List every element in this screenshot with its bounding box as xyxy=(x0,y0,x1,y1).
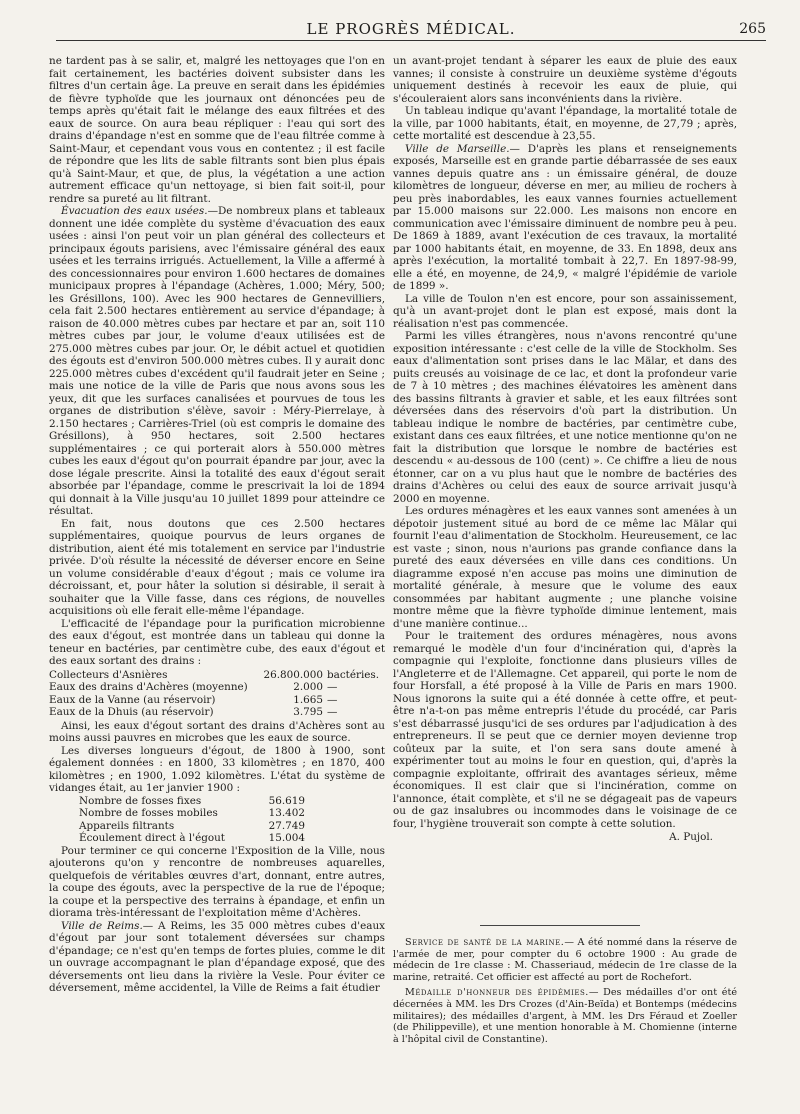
row-value: 26.800.000 xyxy=(263,668,323,681)
paragraph xyxy=(49,920,385,995)
paragraph: Ainsi, les eaux d'égout sortant des drains d'Achères sont au moins aussi pauvres en microbes que les eaux de source. xyxy=(49,719,385,744)
row-value: 1.665 xyxy=(293,693,323,706)
row-label: Eaux de la Dhuis (au réservoir) xyxy=(49,706,214,718)
section-heading-evacuation: Évacuation des eaux usées. xyxy=(61,205,208,217)
row-label: Collecteurs d'Asnières xyxy=(49,668,168,681)
paragraph xyxy=(393,143,737,293)
paragraph: Les diverses longueurs d'égout, de 1800 à 1900, sont également données : en 1800, 33 kilomètres ; en 1870, 400 kilomètres ; en 1900, 1.092 kilomètres. L'état du système de vidanges était, au 1er janvier 1900 : xyxy=(49,744,385,794)
table-row xyxy=(79,820,305,833)
journal-title: LE PROGRÈS MÉDICAL. xyxy=(306,20,516,38)
paragraph: L'efficacité de l'épandage pour la purification microbienne des eaux d'égout, est montrée dans un tableau qui donne la teneur en bactéries, par centimètre cube, des eaux d'égout et des eaux sortant des drains : xyxy=(49,617,385,667)
paragraph xyxy=(49,205,385,518)
table-row xyxy=(79,795,305,808)
note-heading: Médaille d'honneur des épidémies. xyxy=(405,987,589,999)
paragraph-text: — D'après les plans et renseignements exposés, Marseille est en grande partie débarrassée de ses eaux vannes depuis quatre ans : un émissaire général, de douze kilomètres de longueur, déverse en mer, au milieu de rochers à peu près inabordables, les eaux vannes fournies actuellement par 15.000 maisons sur 22.000. Les maisons non encore en communication avec l'émissaire diminuent de nombre peu à peu. De 1869 à 1889, avant l'exécution de ces travaux, la mortalité par 1000 habitants était, en moyenne, de 33. En 1898, deux ans après l'exécution, la mortalité tombait à 22,7. En 1897-98-99, elle a été, en moyenne, de 24,9, « malgré l'épidémie de variole de 1899 ». xyxy=(393,142,737,292)
note-item xyxy=(393,937,737,983)
table-row xyxy=(49,669,385,682)
news-notes xyxy=(393,937,737,1049)
paragraph: Les ordures ménagères et les eaux vannes sont amenées à un dépotoir justement situé au bord de ce même lac Mälar qui fournit l'eau d'alimentation de Stockholm. Heureusement, ce lac est vaste ; sinon, nous n'aurions pas grande confiance dans la pureté des eaux déversées en ville dans ces conditions. Un diagramme exposé n'en accuse pas moins une diminution de mortalité générale, à mesure que le volume des eaux consommées par habitant augmente ; une planche voisine montre même que la fièvre typhoïde diminue lentement, mais d'une manière continue... xyxy=(393,505,737,630)
row-unit: — xyxy=(327,681,338,693)
section-heading-reims: Ville de Reims. xyxy=(61,919,143,932)
bacteria-table xyxy=(49,669,385,719)
table-row xyxy=(79,807,305,820)
table-row xyxy=(49,681,385,694)
row-unit: bactéries. xyxy=(327,668,380,681)
vidanges-table xyxy=(79,795,305,845)
row-unit: — xyxy=(327,693,338,706)
author-signature: A. Pujol. xyxy=(669,831,713,843)
row-value: 27.749 xyxy=(268,819,305,832)
running-header xyxy=(56,18,766,41)
row-value: 3.795 xyxy=(293,706,323,718)
note-text: — Des médailles d'or ont été décernées à MM. les Drs Crozes (d'Ain-Beïda) et Bontemps (médecins militaires); des médailles d'argent, à MM. les Drs Féraud et Zoeller (de Philippeville), et une mention honorable à M. Chomienne (interne à l'hôpital civil de Constantine). xyxy=(393,987,737,1045)
row-label: Nombre de fosses mobiles xyxy=(79,807,218,819)
row-value: 13.402 xyxy=(268,807,305,819)
page-number: 265 xyxy=(739,21,766,37)
row-label: Eaux des drains d'Achères (moyenne) xyxy=(49,681,248,693)
left-column xyxy=(49,55,385,995)
paragraph: La ville de Toulon n'en est encore, pour son assainissement, qu'à un avant-projet dont le plan est exposé, mais dont la réalisation n'est pas commencée. xyxy=(393,292,737,330)
paragraph: ne tardent pas à se salir, et, malgré les nettoyages que l'on en fait certainement, les bactéries doivent subsister dans les filtres d'un certain âge. La preuve en serait dans les épidémies de fièvre typhoïde que les journaux ont dénoncées peu de temps après qu'était fait le mélange des eaux filtrées et des eaux de source. On aura beau répliquer : l'eau qui sort des drains d'épandage n'est en somme que de l'eau filtrée comme à Saint-Maur, et cependant vous vous en contentez ; il est facile de répondre que les lits de sable filtrants sont bien plus épais qu'à Saint-Maur, et que, de plus, la végétation a une action autrement efficace qu'un nettoyage, si bien fait soit-il, pour rendre sa pureté au lit filtrant. xyxy=(49,55,385,205)
paragraph-text: — A Reims, les 35 000 mètres cubes d'eaux d'égout par jour sont totalement déversées sur champs d'épandage; ce n'est qu'en temps de fortes pluies, comme le dit un ouvrage accompagnant le plan d'épandage exposé, que des déversements ont lieu dans la rivière la Vesle. Pour éviter ce déversement, même accidentel, la Ville de Reims a fait étudier xyxy=(49,919,385,994)
paragraph: Pour terminer ce qui concerne l'Exposition de la Ville, nous ajouterons qu'on y rencontre de nombreuses aquarelles, quelquefois de véritables œuvres d'art, donnant, entre autres, la coupe des égouts, avec la perspective de la rue de l'époque; la coupe et la perspective des terrains à épandage, et enfin un diorama très-intéressant de l'exploitation même d'Achères. xyxy=(49,844,385,919)
row-label: Nombre de fosses fixes xyxy=(79,794,202,807)
row-label: Eaux de la Vanne (au réservoir) xyxy=(49,693,216,706)
table-row xyxy=(49,706,385,719)
note-text: — A été nommé dans la réserve de l'armée de mer, pour compter du 6 octobre 1900 : Au grade de médecin de 1re classe : M. Chasseriaud, médecin de 1re classe de la marine, retraité. Cet officier est affecté au port de Rochefort. xyxy=(393,937,738,983)
row-value: 56.619 xyxy=(268,794,305,807)
paragraph: un avant-projet tendant à séparer les eaux de pluie des eaux vannes; il consiste à construire un deuxième système d'égouts uniquement destinés à recevoir les eaux de pluie, qui s'écouleraient alors sans inconvénients dans la rivière. xyxy=(393,55,737,105)
note-item xyxy=(393,987,737,1045)
row-label: Écoulement direct à l'égout xyxy=(79,832,225,844)
row-value: 15.004 xyxy=(268,832,305,844)
note-heading: Service de santé de la marine. xyxy=(405,937,565,948)
table-row xyxy=(49,694,385,707)
table-row xyxy=(79,832,305,845)
paragraph-text: —De nombreux plans et tableaux donnent une idée complète du système d'évacuation des eaux usées : ainsi l'on peut voir un plan général des collecteurs et principaux égouts parisiens, avec l'émissaire général des eaux usées et les terrains irrigués. Actuellement, la Ville a affermé à des concessionnaires pour environ 1.600 hectares de domaines municipaux propres à l'épandage (Achères, 1.000; Méry, 500; les Grésillons, 100). Avec les 900 hectares de Gennevilliers, cela fait 2.500 hectares entièrement au service d'épandage; à raison de 40.000 mètres cubes par hectare et par an, soit 110 mètres cubes par jour, le volume d'eaux utilisées est de 275.000 mètres cubes par jour. Or, le débit actuel et quotidien des égouts est d'environ 500.000 mètres cubes. Il y aurait donc 225.000 mètres cubes d'excédent qu'il faudrait jeter en Seine ; mais une notice de la ville de Paris que nous avons sous les yeux, dit que les surfaces canalisées et pourvues de tous les organes de distribution s'élève, savoir : Méry-Pierrelaye, à 2.150 hectares ; Carrières-Triel (où est compris le domaine des Grésillons), à 950 hectares, soit 2.500 hectares supplémentaires ; ce qui porterait alors à 550.000 mètres cubes les eaux d'égout qu'on pourrait épandre par jour, avec la dose légale prescrite. Ainsi la totalité des eaux d'égout serait absorbée par l'épandage, comme le prescrivait la loi de 1894 qui donnait à la Ville jusqu'au 10 juillet 1899 pour atteindre ce résultat. xyxy=(49,205,385,517)
section-heading-marseille: Ville de Marseille. xyxy=(405,142,510,155)
right-column xyxy=(393,55,737,844)
paragraph: Un tableau indique qu'avant l'épandage, la mortalité totale de la ville, par 1000 habitants, était, en moyenne, de 27,79 ; après, cette mortalité est descendue à 23,55. xyxy=(393,105,737,142)
row-label: Appareils filtrants xyxy=(79,819,175,832)
divider xyxy=(480,925,640,926)
paragraph: En fait, nous doutons que ces 2.500 hectares supplémentaires, quoique pourvus de leurs organes de distribution, aient été mis totalement en service par l'industrie privée. D'où résulte la nécessité de déverser encore en Seine un volume considérable d'eaux d'égout ; mais ce volume ira décroissant, et, pour hâter la solution si désirable, il serait à souhaiter que la Ville fasse, dans ces régions, de nouvelles acquisitions où elle ferait elle-même l'épandage. xyxy=(49,517,385,617)
paragraph: Pour le traitement des ordures ménagères, nous avons remarqué le modèle d'un four d'incinération qui, d'après la compagnie qui l'exploite, fonctionne dans plusieurs villes de l'Angleterre et de l'Allemagne. Cet appareil, qui porte le nom de four Horsfall, a été proposé à la Ville de Paris en mars 1900. Nous ignorons la suite qui a été donnée à cette offre, et peut-être n'a-t-on pas même entrepris l'étude du procédé, car Paris s'est débarrassé jusqu'ici de ses ordures par l'adjudication à des entrepreneurs. Il se peut que ce dernier moyen devienne trop coûteux par la suite, et l'on sera sans doute amené à expérimenter tout au moins le four en question, qui, d'après la compagnie exploitante, offrirait des avantages sérieux, même économiques. Il est clair que si l'incinération, comme on l'annonce, était complète, et s'il ne se dégageait pas de vapeurs ou de gaz insalubres ou incommodes dans le voisinage de ce four, l'hygiène trouverait son compte à cette solution. xyxy=(393,630,737,830)
row-unit: — xyxy=(327,706,338,718)
paragraph: Parmi les villes étrangères, nous n'avons rencontré qu'une exposition intéressante : c'est celle de la ville de Stockholm. Ses eaux d'alimentation sont prises dans le lac Mälar, et dans des puits creusés au voisinage de ce lac, et dont la profondeur varie de 7 à 10 mètres ; des machines élévatoires les amènent dans des bassins filtrants à gravier et sable, et les eaux filtrées sont déversées dans des réservoirs d'où part la distribution. Un tableau indique le nombre de bactéries, par centimètre cube, existant dans ces eaux filtrées, et une notice mentionne qu'on ne fait la distribution que lorsque le nombre de bactéries est descendu « au-dessous de 100 (cent) ». Ce chiffre a lieu de nous étonner, car on a vu plus haut que le nombre de bactéries des drains d'Achères ou celui des eaux de source arrivait jusqu'à 2000 en moyenne. xyxy=(393,330,737,505)
row-value: 2.000 xyxy=(293,681,323,693)
